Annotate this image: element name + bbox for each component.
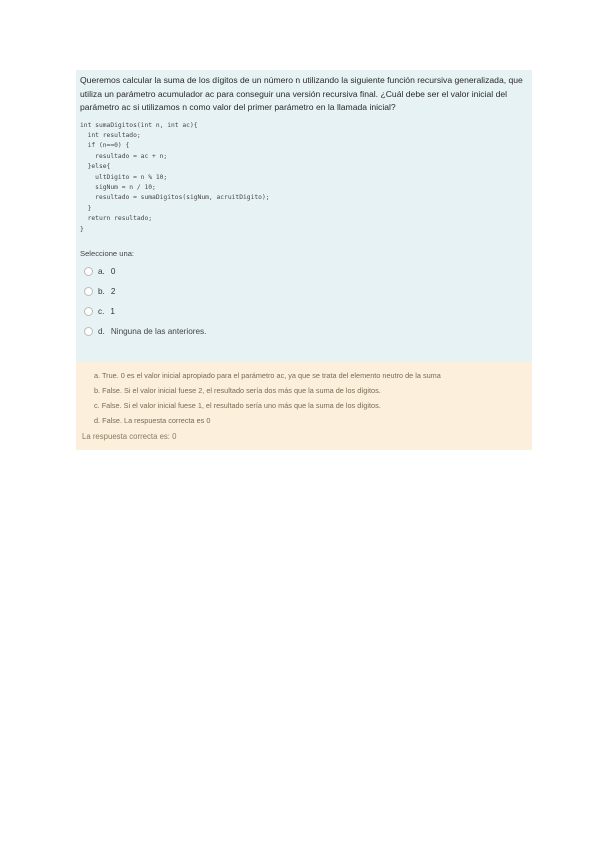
radio-icon[interactable] xyxy=(84,307,93,316)
code-line: int sumaDigitos(int n, int ac){ xyxy=(80,121,198,129)
option-text: 1 xyxy=(110,307,115,317)
feedback-line: a. True. 0 es el valor inicial apropiado para el parámetro ac, ya que se trata del elemento neutro de la suma xyxy=(94,371,441,380)
option-d[interactable] xyxy=(80,322,528,342)
question-panel xyxy=(76,70,532,362)
option-text: Ninguna de las anteriores. xyxy=(110,327,207,337)
feedback-panel xyxy=(76,362,532,450)
code-line: }else{ xyxy=(80,163,111,171)
code-line: return resultado; xyxy=(80,215,153,223)
code-line: int resultado; xyxy=(80,131,141,139)
options-list xyxy=(80,262,528,342)
feedback-line: b. False. Si el valor inicial fuese 2, el resultado sería dos más que la suma de los dígitos. xyxy=(94,386,381,395)
code-line: if (n==0) { xyxy=(80,142,130,150)
code-line: } xyxy=(80,225,84,233)
option-b[interactable] xyxy=(80,282,528,302)
option-letter: b. xyxy=(98,287,105,297)
feedback-line: c. False. Si el valor inicial fuese 1, el resultado sería uno más que la suma de los dígitos. xyxy=(94,401,381,410)
option-letter: d. xyxy=(98,327,105,337)
radio-icon[interactable] xyxy=(84,327,93,336)
question-text: Queremos calcular la suma de los dígitos de un número n utilizando la siguiente función recursiva generalizada, que utiliza un parámetro acumulador ac para conseguir una versión recursiva final. ¿Cuál debe ser el valor inicial del parámetro ac si utilizamos n como valor del primer parámetro en la llamada inicial? xyxy=(80,75,523,112)
option-text: 2 xyxy=(110,287,116,297)
feedback-line: d. False. La respuesta correcta es 0 xyxy=(94,416,211,425)
code-line: } xyxy=(80,204,92,212)
correct-answer: La respuesta correcta es: 0 xyxy=(82,432,177,441)
select-label: Seleccione una: xyxy=(80,248,135,258)
option-c[interactable] xyxy=(80,302,528,322)
code-line: resultado = sumaDigitos(sigNum, acruitDigito); xyxy=(80,194,270,202)
option-a[interactable] xyxy=(80,262,528,282)
code-block xyxy=(80,121,528,235)
code-line: resultado = ac + n; xyxy=(80,152,168,160)
option-letter: a. xyxy=(98,267,105,277)
radio-icon[interactable] xyxy=(84,267,93,276)
code-line: ultDigito = n % 10; xyxy=(80,173,168,181)
code-line: sigNum = n / 10; xyxy=(80,183,156,191)
option-letter: c. xyxy=(98,307,105,317)
option-text: 0 xyxy=(110,267,116,277)
radio-icon[interactable] xyxy=(84,287,93,296)
